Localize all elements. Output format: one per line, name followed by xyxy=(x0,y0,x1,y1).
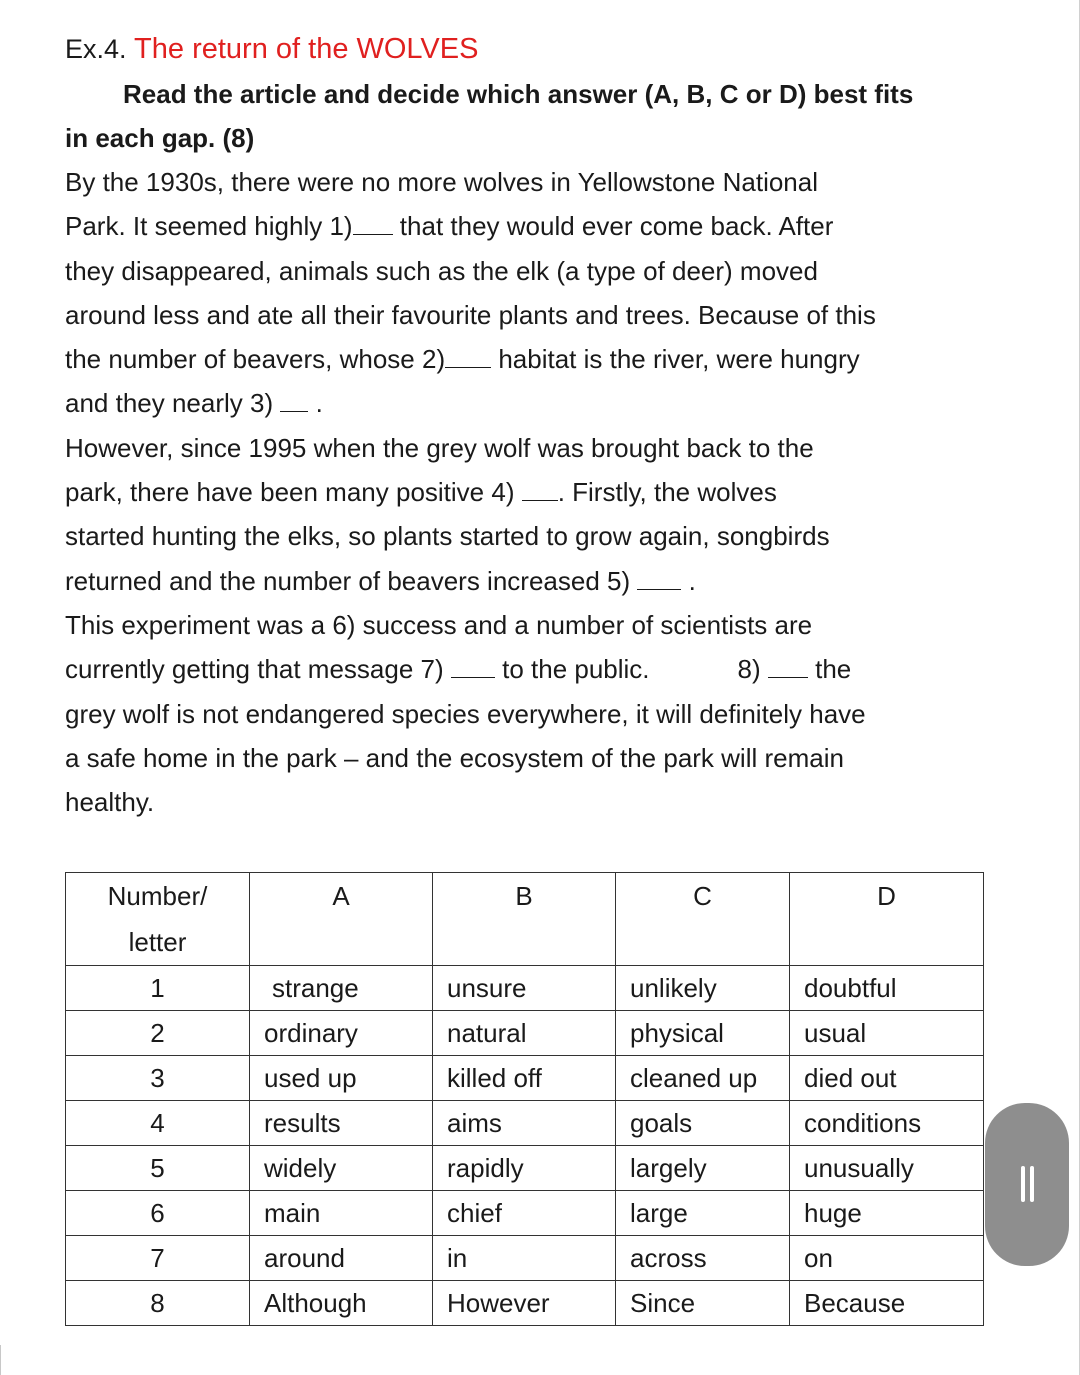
article-text xyxy=(65,160,990,824)
option-b: in xyxy=(433,1236,616,1281)
row-number: 8 xyxy=(66,1281,250,1326)
option-a: used up xyxy=(250,1056,433,1101)
table-row xyxy=(66,1281,984,1326)
row-number: 3 xyxy=(66,1056,250,1101)
article-line: they disappeared, animals such as the elk (a type of deer) moved xyxy=(65,255,818,286)
worksheet xyxy=(65,26,990,824)
header-b: B xyxy=(433,873,616,966)
option-c: unlikely xyxy=(616,966,790,1011)
article-line: currently getting that message 7) to the public. 8) the xyxy=(65,654,852,685)
gap-7-blank xyxy=(451,657,495,678)
option-b: natural xyxy=(433,1011,616,1056)
article-line: park, there have been many positive 4) . Firstly, the wolves xyxy=(65,477,777,508)
handle-grip-bar xyxy=(1030,1166,1034,1202)
article-line: returned and the number of beavers increased 5) . xyxy=(65,565,696,596)
article-line: around less and ate all their favourite plants and trees. Because of this xyxy=(65,299,876,330)
row-number: 7 xyxy=(66,1236,250,1281)
table-row xyxy=(66,1146,984,1191)
table-row xyxy=(66,1236,984,1281)
gap-4-blank xyxy=(522,480,558,501)
gap-5-blank xyxy=(637,569,681,590)
article-line: a safe home in the park – and the ecosystem of the park will remain xyxy=(65,742,844,773)
gap-3-blank xyxy=(280,391,308,412)
row-number: 6 xyxy=(66,1191,250,1236)
option-b: However xyxy=(433,1281,616,1326)
option-a: main xyxy=(250,1191,433,1236)
article-line: However, since 1995 when the grey wolf was brought back to the xyxy=(65,432,814,463)
option-b: chief xyxy=(433,1191,616,1236)
exercise-header xyxy=(65,26,990,72)
instructions-line-2: in each gap. (8) xyxy=(65,123,255,153)
handle-grip-bar xyxy=(1021,1166,1025,1202)
option-d: Because xyxy=(790,1281,984,1326)
article-line: healthy. xyxy=(65,787,155,818)
gap-2-blank xyxy=(445,347,491,368)
option-d: doubtful xyxy=(790,966,984,1011)
article-line: By the 1930s, there were no more wolves in Yellowstone National xyxy=(65,167,818,197)
option-d: died out xyxy=(790,1056,984,1101)
option-c: across xyxy=(616,1236,790,1281)
table-header-row xyxy=(66,873,984,966)
option-c: goals xyxy=(616,1101,790,1146)
article-line: started hunting the elks, so plants started to grow again, songbirds xyxy=(65,521,830,552)
option-d: on xyxy=(790,1236,984,1281)
option-c: largely xyxy=(616,1146,790,1191)
instructions-line-1: Read the article and decide which answer (A, B, C or D) best fits xyxy=(123,79,914,109)
exercise-label: Ex.4. xyxy=(65,34,127,64)
gap-8-blank xyxy=(768,657,808,678)
article-line: and they nearly 3) . xyxy=(65,388,323,419)
option-a: around xyxy=(250,1236,433,1281)
option-d: usual xyxy=(790,1011,984,1056)
option-c: Since xyxy=(616,1281,790,1326)
article-line: grey wolf is not endangered species everywhere, it will definitely have xyxy=(65,698,866,729)
option-b: unsure xyxy=(433,966,616,1011)
option-a: widely xyxy=(250,1146,433,1191)
row-number: 2 xyxy=(66,1011,250,1056)
article-line: Park. It seemed highly 1) that they would ever come back. After xyxy=(65,211,834,242)
page-left-edge xyxy=(0,1345,1,1375)
header-d: D xyxy=(790,873,984,966)
row-number: 5 xyxy=(66,1146,250,1191)
option-c: physical xyxy=(616,1011,790,1056)
table-row xyxy=(66,1101,984,1146)
option-d: huge xyxy=(790,1191,984,1236)
article-line: the number of beavers, whose 2) habitat is the river, were hungry xyxy=(65,344,860,375)
table-row xyxy=(66,1056,984,1101)
drag-handle-icon[interactable] xyxy=(985,1103,1069,1266)
row-number: 4 xyxy=(66,1101,250,1146)
option-c: large xyxy=(616,1191,790,1236)
option-a: strange xyxy=(250,966,433,1011)
option-a: ordinary xyxy=(250,1011,433,1056)
option-d: conditions xyxy=(790,1101,984,1146)
table-row xyxy=(66,1011,984,1056)
instructions xyxy=(65,72,990,160)
option-b: rapidly xyxy=(433,1146,616,1191)
option-a: results xyxy=(250,1101,433,1146)
option-d: unusually xyxy=(790,1146,984,1191)
option-b: aims xyxy=(433,1101,616,1146)
option-b: killed off xyxy=(433,1056,616,1101)
table-row xyxy=(66,1191,984,1236)
option-c: cleaned up xyxy=(616,1056,790,1101)
answer-options-table xyxy=(65,872,984,1326)
header-c: C xyxy=(616,873,790,966)
article-line: This experiment was a 6) success and a number of scientists are xyxy=(65,609,813,640)
table-row xyxy=(66,966,984,1011)
exercise-title: The return of the WOLVES xyxy=(134,33,479,65)
option-a: Although xyxy=(250,1281,433,1326)
header-number-letter: Number/ letter xyxy=(66,873,250,966)
header-a: A xyxy=(250,873,433,966)
gap-1-blank xyxy=(353,214,393,235)
row-number: 1 xyxy=(66,966,250,1011)
